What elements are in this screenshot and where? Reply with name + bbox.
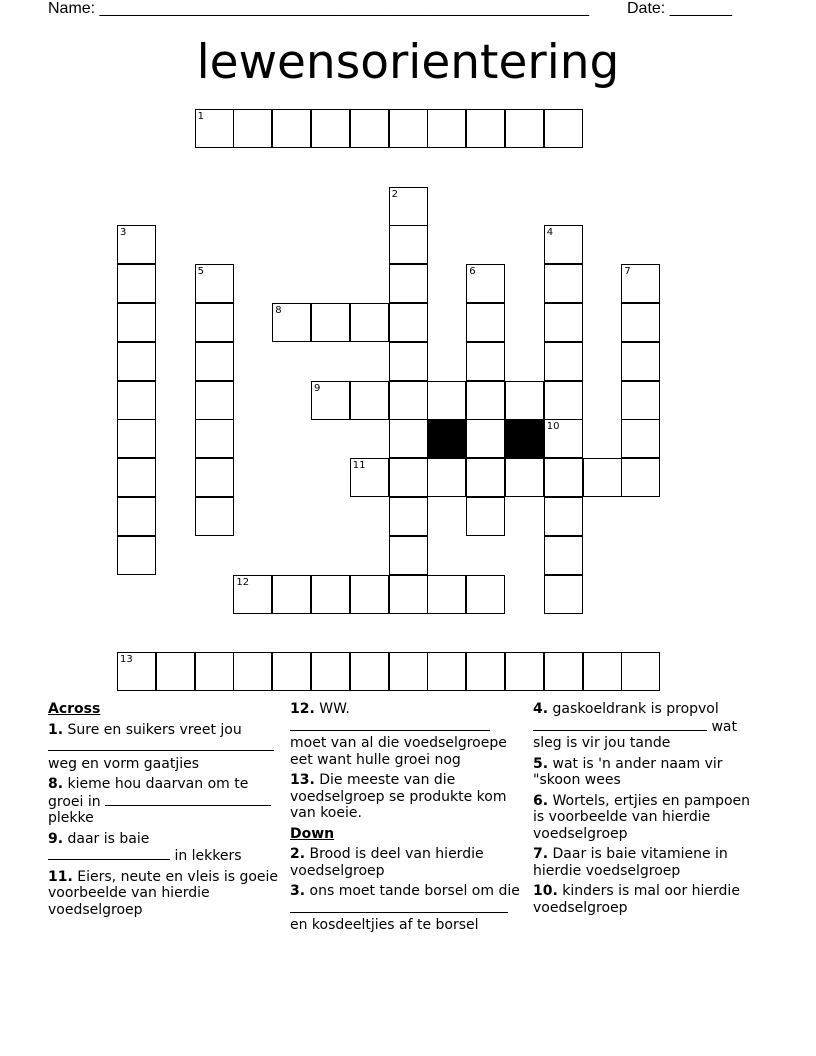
- clue-text: Die meeste van die voedselgroep se produkte kom van koeie.: [290, 772, 507, 821]
- crossword-cell[interactable]: [117, 458, 156, 497]
- cell-number: 13: [120, 654, 133, 666]
- clue-text: kinders is mal oor hierdie voedselgroep: [533, 883, 740, 916]
- crossword-cell[interactable]: [195, 652, 234, 691]
- crossword-cell[interactable]: [233, 652, 272, 691]
- crossword-cell[interactable]: [350, 652, 389, 691]
- crossword-cell[interactable]: [621, 652, 660, 691]
- crossword-cell[interactable]: [466, 497, 505, 536]
- crossword-black-square: [427, 419, 466, 458]
- clue-down-4: [533, 701, 765, 752]
- cell-number: 7: [624, 266, 631, 278]
- crossword-cell[interactable]: [117, 497, 156, 536]
- clue-number: 1.: [48, 721, 64, 738]
- clue-text: Daar is baie vitamiene in hierdie voedselgroep: [533, 846, 728, 879]
- clue-across-11: [48, 869, 280, 919]
- crossword-cell[interactable]: [544, 303, 583, 342]
- crossword-cell[interactable]: [233, 575, 272, 614]
- clue-down-3: [290, 883, 522, 934]
- clue-text: wat sleg is vir jou tande: [533, 718, 737, 751]
- crossword-cell[interactable]: [583, 652, 622, 691]
- cell-number: 8: [275, 305, 282, 316]
- clue-across-9: [48, 831, 280, 865]
- crossword-cell[interactable]: [466, 652, 505, 691]
- clue-text: gaskoeldrank is propvol: [552, 701, 719, 717]
- crossword-cell[interactable]: [195, 458, 234, 497]
- crossword-cell[interactable]: [621, 458, 660, 497]
- clue-number: 13.: [290, 772, 315, 788]
- crossword-cell[interactable]: [117, 652, 156, 691]
- clue-across-13: [290, 772, 522, 822]
- answer-blank: [48, 738, 274, 751]
- crossword-cell[interactable]: [389, 497, 428, 536]
- crossword-cell[interactable]: [544, 109, 583, 148]
- crossword-cell[interactable]: [195, 264, 234, 303]
- crossword-cell[interactable]: [621, 264, 660, 303]
- crossword-cell[interactable]: [505, 458, 544, 497]
- clue-text: moet van al die voedselgroepe eet want hulle groei nog: [290, 735, 507, 768]
- crossword-cell[interactable]: [583, 458, 622, 497]
- crossword-cell[interactable]: [311, 303, 350, 342]
- crossword-cell[interactable]: [272, 652, 311, 691]
- crossword-cell[interactable]: [427, 109, 466, 148]
- crossword-cell[interactable]: [389, 458, 428, 497]
- crossword-cell[interactable]: [466, 264, 505, 303]
- clues-column-2: [290, 701, 522, 938]
- date-field-label: Date: _______: [627, 0, 732, 17]
- clue-number: 7.: [533, 846, 549, 862]
- clue-number: 8.: [48, 776, 64, 792]
- clue-number: 9.: [48, 830, 64, 847]
- clue-number: 5.: [533, 755, 549, 772]
- crossword-cell[interactable]: [466, 575, 505, 614]
- crossword-cell[interactable]: [311, 381, 350, 420]
- crossword-cell[interactable]: [427, 575, 466, 614]
- crossword-cell[interactable]: [544, 264, 583, 303]
- crossword-cell[interactable]: [466, 419, 505, 458]
- clue-across-12: [290, 701, 522, 768]
- crossword-cell[interactable]: [389, 652, 428, 691]
- clue-number: 4.: [533, 701, 549, 717]
- crossword-cell[interactable]: [195, 342, 234, 381]
- answer-blank: [533, 718, 707, 731]
- crossword-cell[interactable]: [195, 109, 234, 148]
- crossword-cell[interactable]: [311, 652, 350, 691]
- cell-number: 3: [120, 227, 127, 239]
- crossword-cell[interactable]: [350, 381, 389, 420]
- clue-down-5: [533, 756, 765, 789]
- clue-text: weg en vorm gaatjies: [48, 755, 200, 772]
- answer-blank: [105, 793, 271, 806]
- crossword-cell[interactable]: [389, 342, 428, 381]
- crossword-cell[interactable]: [427, 458, 466, 497]
- clue-text: en kosdeeltjies af te borsel: [290, 917, 479, 933]
- crossword-cell[interactable]: [389, 187, 428, 226]
- crossword-cell[interactable]: [117, 419, 156, 458]
- crossword-cell[interactable]: [466, 458, 505, 497]
- crossword-cell[interactable]: [272, 109, 311, 148]
- cell-number: 6: [469, 266, 476, 278]
- crossword-cell[interactable]: [195, 497, 234, 536]
- clue-text: kieme hou daarvan om te groei in: [48, 776, 249, 810]
- crossword-cell[interactable]: [427, 652, 466, 691]
- crossword-black-square: [505, 419, 544, 458]
- clue-text: wat is 'n ander naam vir "skoon wees: [533, 755, 723, 788]
- clue-down-7: [533, 846, 765, 879]
- cell-number: 1: [197, 111, 204, 122]
- crossword-cell[interactable]: [544, 381, 583, 420]
- crossword-cell[interactable]: [389, 419, 428, 458]
- crossword-cell[interactable]: [505, 652, 544, 691]
- clue-across-1: [48, 722, 280, 773]
- clue-text: WW.: [319, 701, 350, 717]
- clue-text: Wortels, ertjies en pampoen is voorbeelde van hierdie voedselgroep: [533, 792, 751, 842]
- clue-down-10: [533, 883, 765, 916]
- clue-number: 11.: [48, 868, 73, 885]
- crossword-cell[interactable]: [544, 497, 583, 536]
- crossword-cell[interactable]: [505, 381, 544, 420]
- clue-text: plekke: [48, 810, 94, 826]
- clue-down-6: [533, 793, 765, 843]
- cell-number: 4: [546, 227, 554, 239]
- crossword-cell[interactable]: [350, 303, 389, 342]
- answer-blank: [48, 847, 170, 860]
- clue-number: 12.: [290, 701, 315, 717]
- crossword-cell[interactable]: [466, 303, 505, 342]
- crossword-cell[interactable]: [350, 109, 389, 148]
- crossword-cell[interactable]: [311, 575, 350, 614]
- name-field-label: Name: _______________________________________________________: [48, 0, 589, 17]
- crossword-cell[interactable]: [272, 303, 311, 342]
- crossword-cell[interactable]: [621, 303, 660, 342]
- crossword-cell[interactable]: [389, 303, 428, 342]
- answer-blank: [290, 718, 490, 731]
- crossword-cell[interactable]: [117, 303, 156, 342]
- clue-number: 10.: [533, 883, 558, 899]
- crossword-cell[interactable]: [195, 303, 234, 342]
- clue-down-2: [290, 846, 522, 879]
- crossword-cell[interactable]: [156, 652, 195, 691]
- crossword-cell[interactable]: [544, 342, 583, 381]
- clue-text: Brood is deel van hierdie voedselgroep: [290, 846, 484, 879]
- crossword-cell[interactable]: [117, 342, 156, 381]
- crossword-cell[interactable]: [117, 381, 156, 420]
- down-heading: Down: [290, 825, 335, 842]
- clue-text: daar is baie: [67, 830, 150, 847]
- crossword-cell[interactable]: [350, 575, 389, 614]
- cell-number: 10: [546, 421, 560, 433]
- clue-text: Eiers, neute en vleis is goeie voorbeelde van hierdie voedselgroep: [48, 868, 279, 918]
- cell-number: 5: [197, 266, 204, 278]
- crossword-cell[interactable]: [544, 458, 583, 497]
- crossword-cell[interactable]: [544, 575, 583, 614]
- crossword-cell[interactable]: [272, 575, 311, 614]
- crossword-cell[interactable]: [389, 536, 428, 575]
- crossword-cell[interactable]: [311, 109, 350, 148]
- crossword-cell[interactable]: [621, 342, 660, 381]
- crossword-cell[interactable]: [350, 458, 389, 497]
- cell-number: 11: [352, 460, 366, 472]
- crossword-cell[interactable]: [117, 264, 156, 303]
- crossword-cell[interactable]: [466, 381, 505, 420]
- crossword-cell[interactable]: [389, 575, 428, 614]
- cell-number: 12: [236, 576, 250, 588]
- crossword-cell[interactable]: [544, 419, 583, 458]
- crossword-cell[interactable]: [621, 381, 660, 420]
- crossword-cell[interactable]: [466, 109, 505, 148]
- clue-text: in lekkers: [174, 848, 242, 864]
- crossword-cell[interactable]: [233, 109, 272, 148]
- crossword-cell[interactable]: [195, 381, 234, 420]
- crossword-cell[interactable]: [505, 109, 544, 148]
- crossword-cell[interactable]: [544, 652, 583, 691]
- cell-number: 9: [314, 382, 321, 394]
- clue-number: 6.: [533, 792, 549, 809]
- crossword-cell[interactable]: [389, 109, 428, 148]
- crossword-cell[interactable]: [195, 419, 234, 458]
- crossword-cell[interactable]: [466, 342, 505, 381]
- crossword-cell[interactable]: [544, 536, 583, 575]
- clue-across-8: [48, 776, 280, 827]
- crossword-cell[interactable]: [117, 536, 156, 575]
- puzzle-title: lewensorientering: [196, 35, 620, 90]
- clues-column-1: [48, 701, 280, 922]
- clue-number: 3.: [290, 883, 306, 899]
- crossword-cell[interactable]: [621, 419, 660, 458]
- crossword-cell[interactable]: [544, 225, 583, 264]
- clue-number: 2.: [290, 846, 306, 862]
- crossword-cell[interactable]: [117, 225, 156, 264]
- crossword-cell[interactable]: [389, 264, 428, 303]
- clues-section: [48, 701, 768, 1001]
- crossword-cell[interactable]: [389, 225, 428, 264]
- answer-blank: [290, 900, 508, 913]
- cell-number: 2: [391, 188, 398, 200]
- clue-text: ons moet tande borsel om die: [309, 883, 520, 899]
- across-heading: Across: [48, 701, 101, 717]
- crossword-cell[interactable]: [389, 381, 428, 420]
- crossword-cell[interactable]: [427, 381, 466, 420]
- clues-column-3: [533, 701, 765, 920]
- clue-text: Sure en suikers vreet jou: [67, 721, 242, 738]
